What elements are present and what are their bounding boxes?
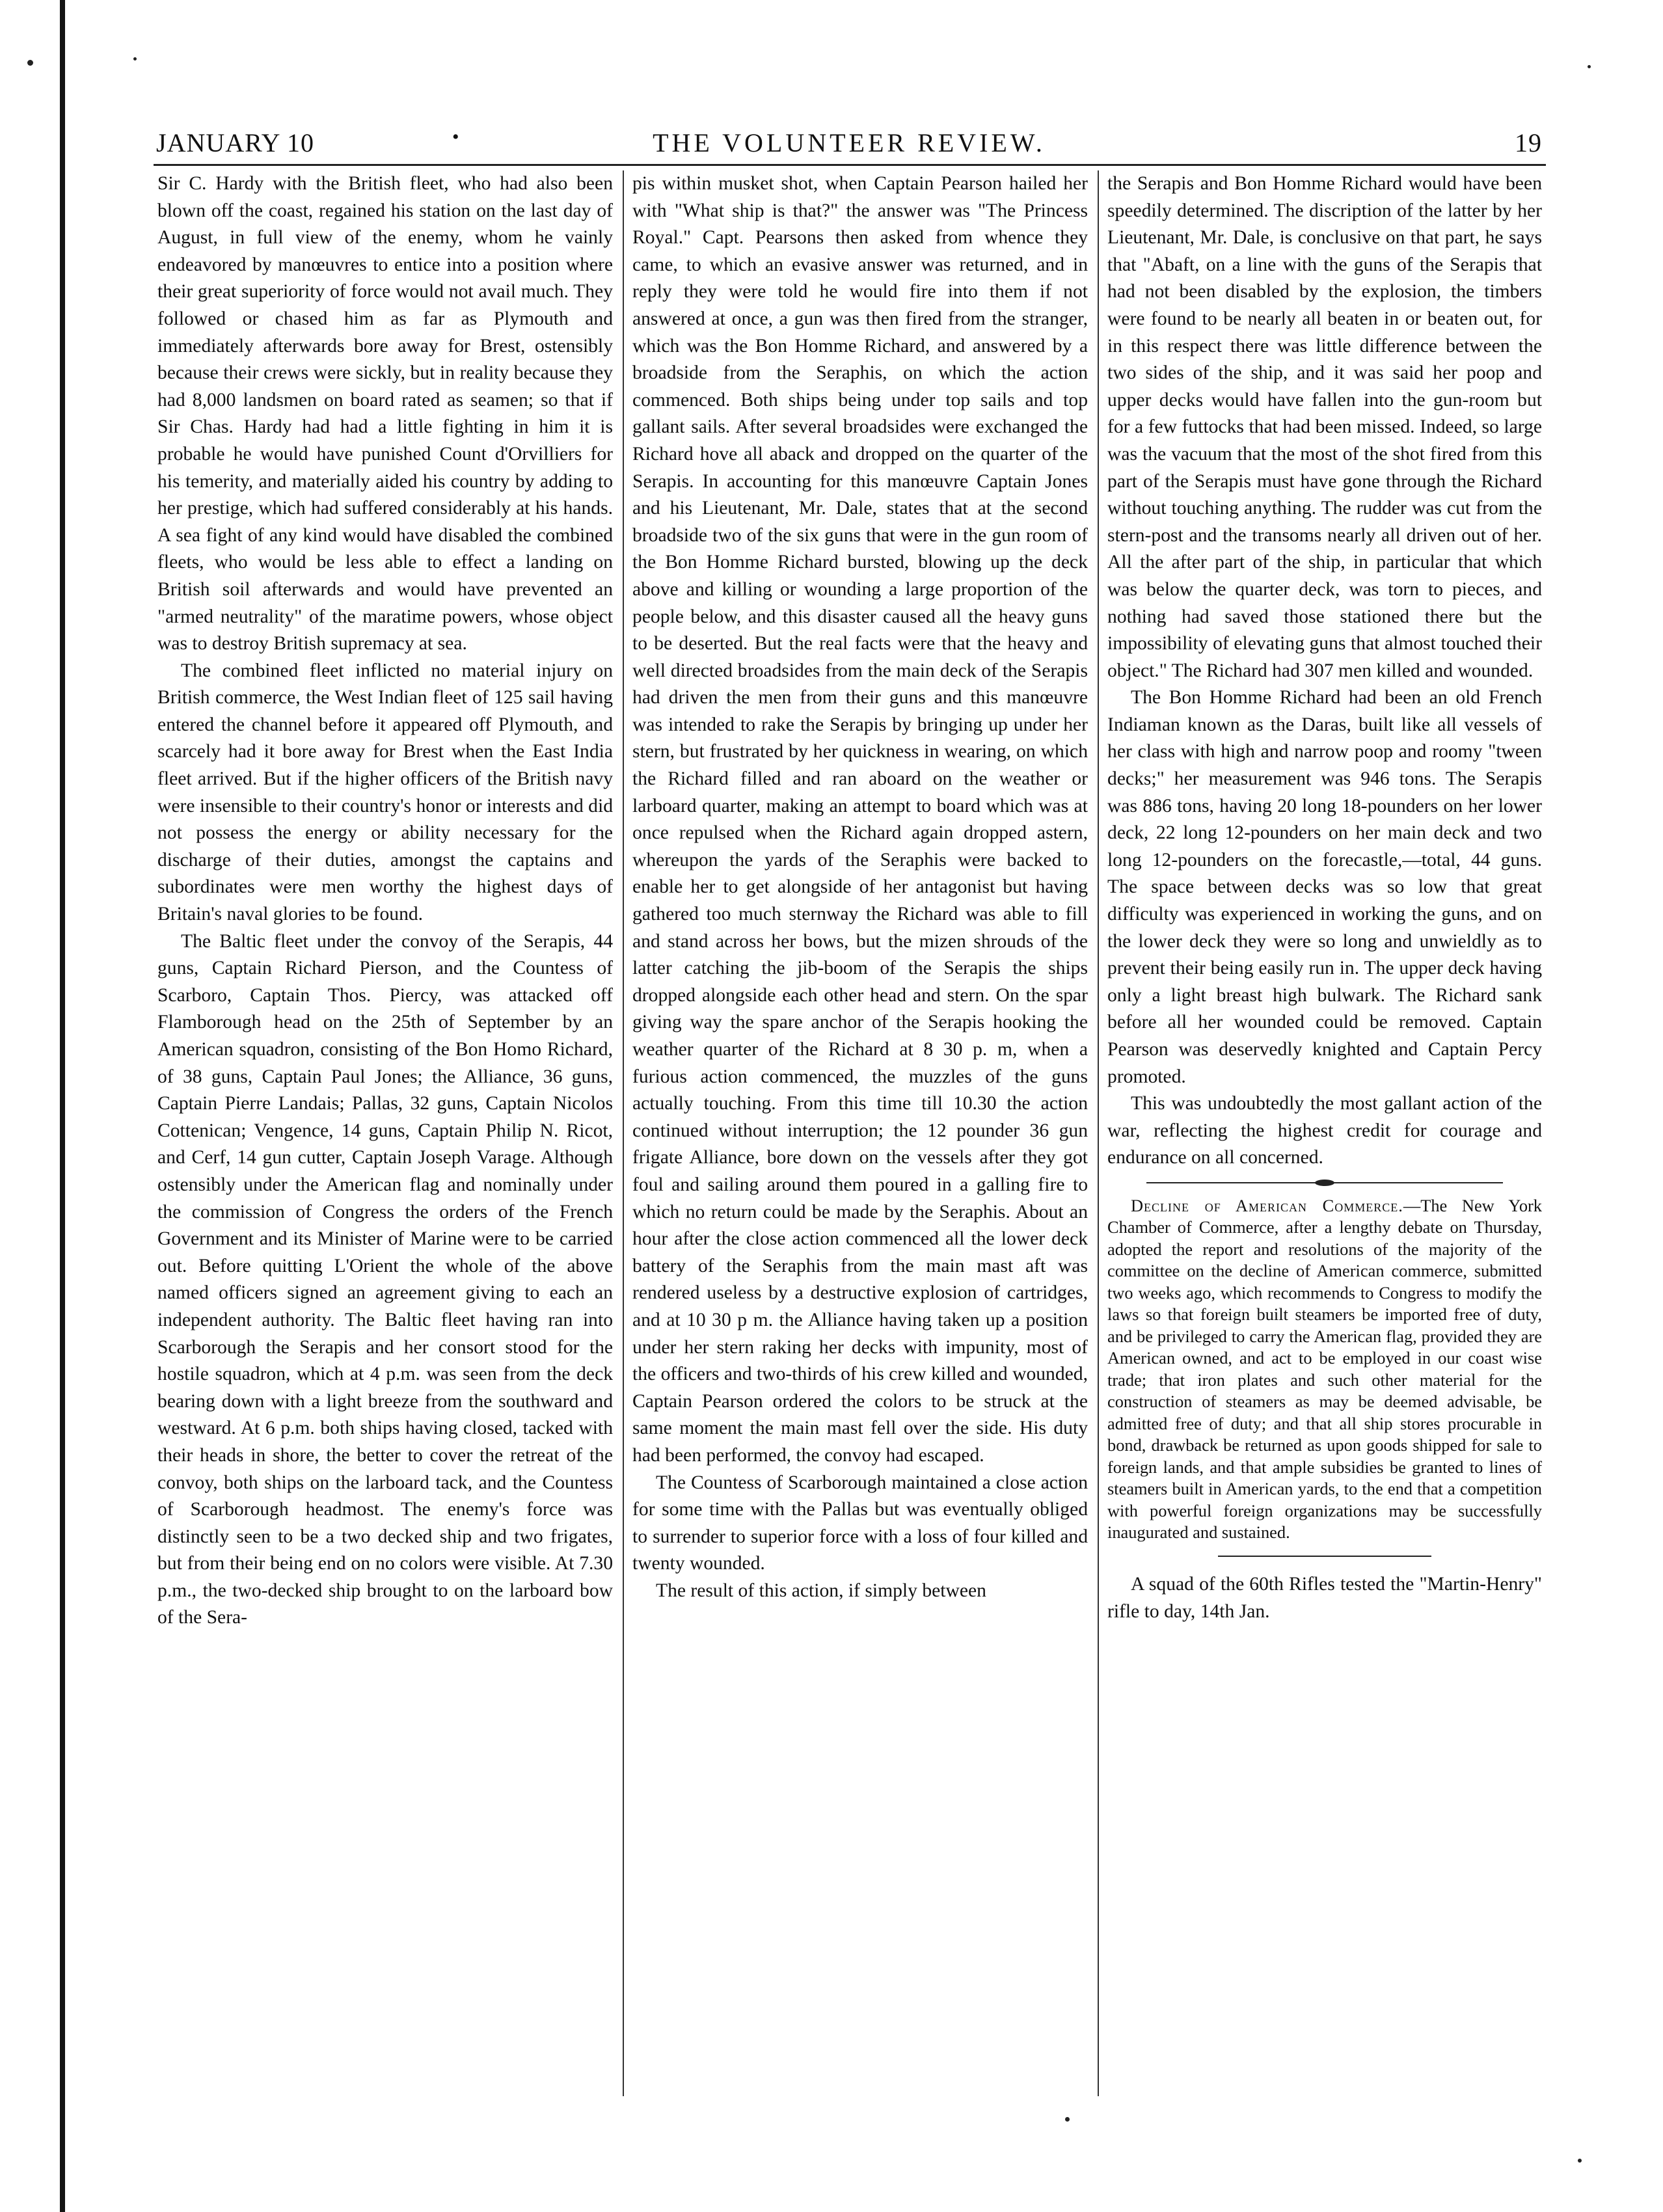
ink-speck [1578,2159,1582,2163]
ink-speck [133,57,137,61]
header-ornament: • [452,126,460,148]
article-paragraph: pis within musket shot, when Captain Pearson hailed her with "What ship is that?" the answer was "The Princess Royal." Capt. Pearsons then asked from whence they came, to which an evasive answer was returned, and in reply they were told he would fire into them if not answered at once, a gun was then fired from the stranger, which was the Bon Homme Richard, and answered by a broadside from the Seraphis, on which the action commenced. Both ships being under top sails and top gallant sails. After several broadsides were exchanged the Richard hove all aback and dropped on the quarter of the Serapis. In accounting for this manœuvre Captain Jones and his Lieutenant, Mr. Dale, states that at the second broadside two of the six guns that were in the gun room of the Bon Homme Richard bursted, blowing up the deck above and killing or wounding a large proportion of the people below, and this disaster caused all the heavy guns to be deserted. But the real facts were that the heavy and well directed broadsides from the main deck of the Serapis had driven the men from their guns and this manœuvre was intended to rake the Serapis by bringing up under her stern, but frustrated by her quickness in wearing, on which the Richard filled and ran aboard on the weather or larboard quarter, making an attempt to board which was at once repulsed when the Richard again dropped astern, whereupon the yards of the Seraphis were backed to enable her to get alongside of her antagonist but having gathered too much sternway the Richard was able to fill and stand across her bows, but the mizen shrouds of the latter catching the jib-boom of the Serapis the ships dropped alongside each other head and stern. On the spar giving way the spare anchor of the Serapis hooking the weather quarter of the Richard at 8 30 p. m, when a furious action commenced, the muzzles of the guns actually touching. From this time till 10.30 the action continued without interruption; the 12 pounder 36 gun frigate Alliance, bore down on the vessels after they got foul and sailing around them poured in a galling fire to which no return could be made by the Seraphis. About an hour after the close action commenced all the lower deck battery of the Seraphis from the main mast aft was rendered useless by a destructive explosion of cartridges, and at 10 30 p m. the Alliance having taken up a position under her stern raking her decks with impunity, most of the officers and two-thirds of his crew killed and wounded, Captain Pearson ordered the colors to be struck at the same moment the main mast fell over the side. His duty had been performed, the convoy had escaped. [632,173,1088,1466]
page-edge-rule [60,0,65,2212]
section-divider [1146,1181,1503,1185]
ink-speck [1588,65,1591,68]
running-header [156,122,1542,168]
article-paragraph: The result of this action, if simply between [656,1580,986,1601]
column-rule [623,170,624,2096]
journal-title: THE VOLUNTEER REVIEW. [653,128,1046,157]
column-2 [632,170,1088,2096]
article-paragraph: The combined fleet inflicted no material injury on British commerce, the West Indian fleet of 125 sail having entered the channel before it appeared off Plymouth, and scarcely had it bore away for Brest when the East India fleet arrived. But if the higher officers of the British navy were insensible to their country's honor or interests and did not possess the energy or ability necessary for the discharge of their duties, amongst the captains and subordinates were men worthy the highest days of Britain's naval glories to be found. [157,660,613,925]
header-rule [154,164,1546,166]
column-3 [1107,170,1542,2096]
column-1 [157,170,613,2096]
article-paragraph: This was undoubtedly the most gallant action of the war, reflecting the highest credit for courage and endurance on all concerned. [1107,1093,1542,1168]
article-paragraph: the Serapis and Bon Homme Richard would have been speedily determined. The discription of the latter by her Lieutenant, Mr. Dale, is conclusive on that part, he says that "Abaft, on a line with the guns of the Serapis that had not been disabled by the explosion, the timbers were found to be nearly all beaten in or beaten out, for in this respect there was little difference between the two sides of the ship, and it was said her poop and upper decks would have fallen into the gun-room but for a few futtocks that had been missed. Indeed, so large was the vacuum that the most of the shot fired from this part of the Serapis must have gone through the Richard without touching anything. The rudder was cut from the stern-post and the transoms nearly all driven out of her. All the after part of the ship, in particular that which was below the quarter deck, was torn to pieces, and nothing had saved those stationed there but the impossibility of elevating guns that almost touched their object." The Richard had 307 men killed and wounded. [1107,173,1542,681]
notice-divider [1218,1556,1431,1557]
commerce-notice [1107,1195,1542,1544]
article-paragraph: Sir C. Hardy with the British fleet, who had also been blown off the coast, regained his station on the last day of August, in full view of the enemy, whom he vainly endeavored by manœuvres to entice into a position where their great superiority of force would not avail much. They followed or chased him as far as Plymouth and immediately afterwards bore away for Brest, ostensibly because their crews were sickly, but in reality because they had 8,000 landsmen on board rated as seamen; so that if Sir Chas. Hardy had had a little fighting in him it is probable he would have punished Count d'Orvilliers for his temerity, and materially aided his country by adding to her prestige, which had suffered considerably at his hands. A sea fight of any kind would have disabled the combined fleets, who would be less able to effect a landing on British soil afterwards and would have prevented an "armed neutrality" of the maratime powers, whose object was to destroy British supremacy at sea. [157,173,613,654]
article-paragraph: The Countess of Scarborough maintained a close action for some time with the Pallas but was eventually obliged to surrender to superior force with a loss of four killed and twenty wounded. [632,1472,1088,1574]
ink-speck [27,60,33,66]
header-date: JANUARY 10 [156,128,314,157]
notice-body: —The New York Chamber of Commerce, after a lengthy debate on Thursday, adopted the report and resolutions of the majority of the committee on the decline of American commerce, submitted two weeks ago, which recommends to Congress to modify the laws so that foreign built steamers be imported free of duty, and be privileged to carry the American flag, provided they are American owned, and act to be employed in our coast wise trade; that iron plates and such other material for the construction of steamers as may be deemed advisable, be admitted free of duty; and that all ship stores procurable in bond, drawback be returned as upon goods shipped for sale to foreign lands, and that ample subsidies be granted to lines of steamers built in American yards, to the end that a competition with powerful foreign organizations may be successfully inaugurated and sustained. [1107,1195,1542,1543]
news-item: A squad of the 60th Rifles tested the "Martin-Henry" rifle to day, 14th Jan. [1107,1573,1542,1622]
article-paragraph: The Baltic fleet under the convoy of the Serapis, 44 guns, Captain Richard Pierson, and the Countess of Scarboro, Captain Thos. Piercy, was attacked off Flamborough head on the 25th of September by an American squadron, consisting of the Bon Homo Richard, of 38 guns, Captain Paul Jones; the Alliance, 36 guns, Captain Pierre Landais; Pallas, 32 guns, Captain Nicolos Cottenican; Vengence, 14 guns, Captain Philip N. Ricot, and Cerf, 14 gun cutter, Captain Joseph Varage. Although ostensibly under the American flag and nominally under the commission of Congress the orders of the French Government and its Minister of Marine were to be carried out. Before quitting L'Orient the whole of the above named officers signed an agreement giving to each an independent authority. The Baltic fleet having ran into Scarborough the Serapis and her consort stood for the hostile squadron, which at 4 p.m. was seen from the deck bearing down with a light breeze from the southward and westward. At 6 p.m. both ships having closed, tacked with their heads in shore, the better to cover the retreat of the convoy, both ships on the larboard tack, and the Countess of Scarborough headmost. The enemy's force was distinctly seen to be a two decked ship and two frigates, but from their being end on no colors were visible. At 7.30 p.m., the two-decked ship brought to on the larboard bow of the Sera- [157,930,613,1628]
article-paragraph: The Bon Homme Richard had been an old French Indiaman known as the Daras, built like all vessels of her class with high and narrow poop and roomy "tween decks;" her measurement was 946 tons. The Serapis was 886 tons, having 20 long 18-pounders on her lower deck, 22 long 12-pounders on her main deck and two long 12-pounders on the forecastle,—total, 44 guns. The space between decks was so low that great difficulty was experienced in working the guns, and on the lower deck they were so long and unwieldly as to prevent their being easily run in. The upper deck having only a light breast high bulwark. The Richard sank before all her wounded could be removed. Captain Pearson was deservedly knighted and Captain Percy promoted. [1107,687,1542,1087]
column-rule [1098,170,1099,2096]
notice-heading: Decline of American Commerce. [1131,1195,1403,1215]
page-number: 19 [1515,128,1542,157]
ink-speck [1065,2117,1070,2122]
